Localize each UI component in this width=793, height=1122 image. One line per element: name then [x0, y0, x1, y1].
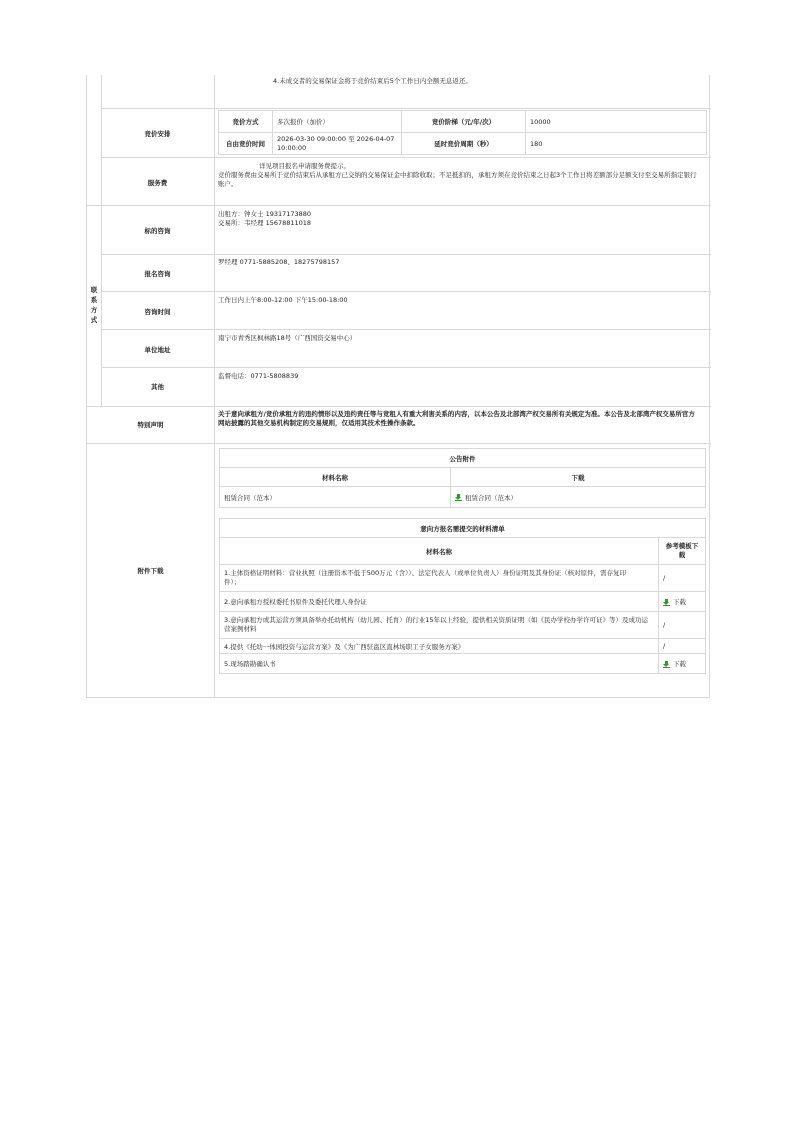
material-item-line: 营案例材料	[224, 625, 257, 633]
time-value-line: 10:00:00	[277, 143, 307, 152]
disclaimer-section	[87, 406, 711, 407]
bid-section	[101, 108, 711, 109]
attachments-section	[87, 443, 711, 444]
col-template-line: 参考模板下	[665, 542, 699, 550]
service-fee-line: 账户。	[218, 180, 238, 188]
material-item-line: 件）；	[224, 578, 241, 586]
contact-group-char: 方	[90, 306, 98, 314]
col-template-line: 载	[678, 551, 686, 559]
other-value: 监督电话：0771-5808839	[218, 372, 299, 380]
time-value	[273, 133, 402, 155]
step-value: 10000	[526, 111, 707, 133]
download-icon	[663, 599, 670, 606]
col-material: 材料名称	[220, 538, 659, 565]
other-label: 其他	[151, 383, 164, 391]
download-label: 下载	[673, 598, 686, 606]
col-material: 材料名称	[220, 468, 451, 487]
target-consult-line: 交易所：韦经理 15678811018	[218, 219, 312, 227]
disclaimer-line: 关于意向承租方/竞价承租方的违约情形以及违约责任等与竞租人有重大利害关系的内容，以本公告及北部湾产权交易所有关规定为准。本公告及北部湾产权交易所官方	[218, 410, 695, 418]
contact-group-label	[87, 285, 101, 325]
material-item-action: /	[659, 565, 706, 592]
material-item-download[interactable]	[659, 654, 706, 674]
method-label: 竞价方式	[219, 111, 273, 133]
signup-materials-table	[219, 518, 706, 674]
row-divider	[101, 254, 711, 255]
divider	[101, 75, 102, 406]
row-divider	[101, 329, 711, 330]
method-value: 多次报价（加价）	[273, 111, 402, 133]
hours-value: 工作日内上午8:00-12:00 下午15:00-18:00	[218, 296, 348, 304]
delay-value: 180	[526, 133, 707, 155]
service-fee-line: 竞价服务费由交易所于竞价结束后从承租方已交纳的交易保证金中扣除收取；不足抵扣的，承租方须在竞价结束之日起3个工作日将差额部分足额支付至交易所指定银行	[218, 171, 697, 179]
download-icon	[663, 661, 670, 668]
service-fee-line: 详见项目报名申请服务费提示。	[259, 162, 350, 170]
material-item	[220, 565, 659, 592]
bid-label: 竞价安排	[144, 130, 171, 138]
disclaimer-line: 网站披露的其他交易机构制定的交易规则，仅适用其技术性操作条款。	[218, 419, 420, 427]
download-label: 下载	[673, 660, 686, 668]
delay-label: 延时竞价周期（秒）	[402, 133, 526, 155]
contact-section	[87, 205, 711, 206]
notice-attachments-title: 公告附件	[220, 449, 706, 468]
notice-detail-sheet	[86, 75, 710, 698]
divider	[214, 75, 215, 698]
signup-consult-label: 报名咨询	[144, 270, 171, 278]
col-template	[659, 538, 706, 565]
time-value-line: 2026-03-30 09:00:00 至 2026-04-07	[277, 134, 395, 143]
notice-file-name: 租赁合同（范本）	[220, 487, 451, 508]
download-icon	[455, 494, 462, 501]
material-item	[220, 639, 659, 654]
row-divider	[101, 291, 711, 292]
material-item-action: /	[659, 639, 706, 654]
col-download: 下载	[451, 468, 706, 487]
time-label: 自由竞价时间	[219, 133, 273, 155]
signup-materials-title: 意向方报名需提交的材料清单	[220, 519, 706, 538]
material-item	[220, 612, 659, 639]
notice-download-label: 租赁合同（范本）	[465, 493, 517, 502]
material-item	[220, 654, 659, 674]
notice-download-link[interactable]	[451, 487, 706, 508]
attachments-label: 附件下载	[137, 567, 164, 575]
contact-group-char: 系	[90, 296, 98, 304]
material-item-line: 3.意向承租方或其运营方须具备举办托幼机构（幼儿园、托育）的行业15年以上经验，提供相关资质证明（如《民办学校办学许可证》等）及成功运	[224, 616, 648, 624]
target-consult-line: 出租方：钟女士 19317173880	[218, 210, 312, 218]
address-label: 单位地址	[144, 346, 171, 354]
material-item	[220, 592, 659, 612]
hours-label: 咨询时间	[144, 308, 171, 316]
service-fee-section	[101, 157, 711, 158]
material-item-line: 1.主体资格证明材料：营业执照（注册资本不低于500万元（含））、法定代表人（或单位负责人）身份证明及其身份证（核对原件，需存复印	[224, 569, 627, 577]
service-fee-label: 服务费	[147, 179, 168, 187]
step-label: 竞价阶梯（元/年/次）	[402, 111, 526, 133]
target-consult-label: 标的咨询	[144, 227, 171, 235]
material-item-action: /	[659, 612, 706, 639]
signup-consult-value: 罗经理 0771-5885208、18275798157	[218, 258, 340, 266]
disclaimer-label: 特别声明	[137, 421, 164, 429]
address-value: 南宁市青秀区枫林路18号（广西国资交易中心）	[218, 334, 357, 342]
row-divider	[101, 367, 711, 368]
contact-group-char: 式	[90, 316, 98, 324]
material-item-download[interactable]	[659, 592, 706, 612]
material-item-line: 4.提供《托幼一体园投资与运营方案》及《为广西驻邕区直林场职工子女服务方案》	[224, 642, 465, 651]
contact-group-char: 联	[90, 286, 98, 294]
notice-attachments-table	[219, 448, 706, 508]
material-item-line: 2.意向承租方授权委托书原件及委托代理人身份证	[224, 598, 367, 606]
deposit-note: 4.未成交者的交易保证金将于竞价结束后5个工作日内全额无息返还。	[273, 77, 472, 85]
bid-table	[218, 110, 707, 155]
material-item-line: 5.现场踏勘确认书	[224, 660, 276, 668]
